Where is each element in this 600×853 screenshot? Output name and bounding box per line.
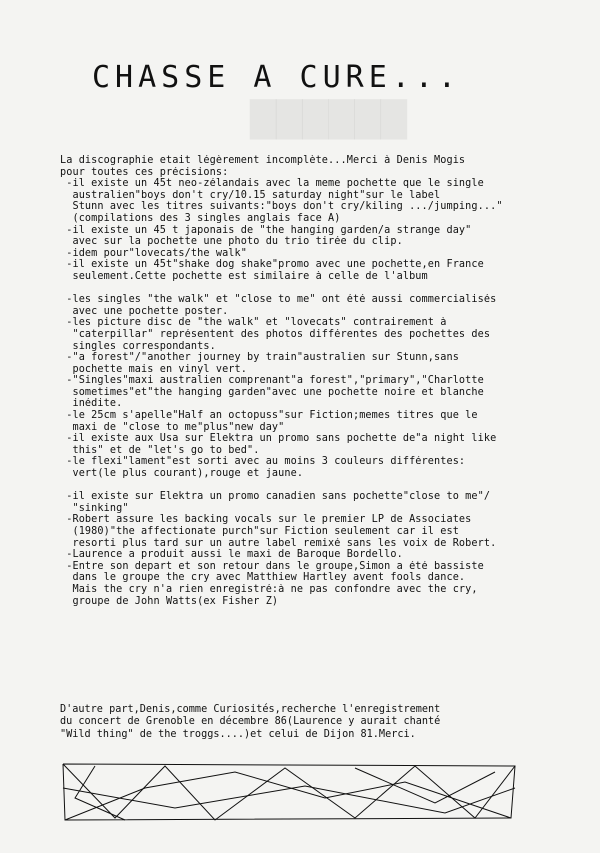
notes-line: -il existe un 45t"shake dog shake"promo avec une pochette,en France: [60, 259, 484, 271]
notes-line: -il existe un 45 t japonais de "the hanging garden/a strange day": [60, 224, 472, 236]
notes-line: -le flexi"lament"est sorti avec au moins 3 couleurs différentes:: [60, 456, 466, 468]
decorative-zigzag-drawing: [55, 758, 525, 828]
notes-line: groupe de John Watts(ex Fisher Z): [60, 595, 279, 607]
notes-line: maxi de "close to me"plus"new day": [60, 421, 285, 433]
closing-paragraph: [60, 704, 580, 741]
notes-line: australien"boys don't cry/10.15 saturday night"sur le label: [60, 189, 441, 201]
notes-line: resorti plus tard sur un autre label remixé sans les voix de Robert.: [60, 537, 497, 549]
notes-line: avec sur la pochette une photo du trio tirée du clip.: [60, 236, 403, 248]
notes-line: -il existe sur Elektra un promo canadien sans pochette"close to me"/: [60, 491, 491, 503]
notes-line: -il existe un 45t neo-zélandais avec la meme pochette que le single: [60, 178, 484, 190]
notes-line: -les singles "the walk" et "close to me" ont été aussi commercialisés: [60, 294, 497, 306]
bleed-through-shadow: ██████: [250, 100, 407, 140]
notes-line: avec une pochette poster.: [60, 305, 229, 317]
notes-line: [60, 283, 580, 295]
notes-line: singles correspondants.: [60, 340, 216, 352]
closing-line: D'autre part,Denis,comme Curiosités,recherche l'enregistrement: [60, 704, 441, 715]
notes-line: inédite.: [60, 398, 123, 410]
notes-line: dans le groupe the cry avec Matthiew Hartley avent fools dance.: [60, 572, 466, 584]
notes-line: -les picture disc de "the walk" et "lovecats" contrairement à: [60, 317, 447, 329]
notes-line: -"a forest"/"another journey by train"australien sur Stunn,sans: [60, 352, 459, 364]
notes-line: -Entre son depart et son retour dans le groupe,Simon a été bassiste: [60, 560, 484, 572]
notes-line: Stunn avec les titres suivants:"boys don't cry/kiling .../jumping...": [60, 201, 503, 213]
notes-line: (compilations des 3 singles anglais face A): [60, 212, 341, 224]
notes-line: -"Singles"maxi australien comprenant"a forest","primary","Charlotte: [60, 375, 484, 387]
notes-line: seulement.Cette pochette est similaire à celle de l'album: [60, 270, 428, 282]
notes-line: vert(le plus courant),rouge et jaune.: [60, 468, 304, 480]
notes-line: sometimes"et"the hanging garden"avec une pochette noire et blanche: [60, 386, 484, 398]
notes-line: this" et de "let's go to bed".: [60, 444, 260, 456]
discography-notes: [60, 155, 580, 607]
notes-line: "caterpillar" représentent des photos différentes des pochettes des: [60, 328, 491, 340]
notes-line: -Robert assure les backing vocals sur le premier LP de Associates: [60, 514, 472, 526]
closing-line: "Wild thing" de the troggs....)et celui de Dijon 81.Merci.: [60, 728, 416, 740]
notes-line: pochette mais en vinyl vert.: [60, 363, 248, 375]
notes-line: -il existe aux Usa sur Elektra un promo sans pochette de"a night like: [60, 433, 497, 445]
notes-line: -idem pour"lovecats/the walk": [60, 247, 248, 259]
notes-line: La discographie etait légèrement incomplète...Merci à Denis Mogis: [60, 155, 466, 166]
notes-line: "sinking": [60, 502, 129, 514]
notes-line: (1980)"the affectionate purch"sur Fiction seulement car il est: [60, 526, 459, 537]
notes-line: [60, 480, 580, 492]
notes-line: Mais the cry n'a rien enregistré:à ne pas confondre avec the cry,: [60, 583, 478, 595]
page-title: CHASSE A CURE...: [92, 60, 461, 95]
notes-line: -le 25cm s'apelle"Half an octopuss"sur Fiction;memes titres que le: [60, 410, 478, 422]
closing-line: du concert de Grenoble en décembre 86(Laurence y aurait chanté: [60, 716, 441, 728]
notes-line: pour toutes ces précisions:: [60, 166, 229, 178]
notes-line: -Laurence a produit aussi le maxi de Baroque Bordello.: [60, 549, 403, 561]
